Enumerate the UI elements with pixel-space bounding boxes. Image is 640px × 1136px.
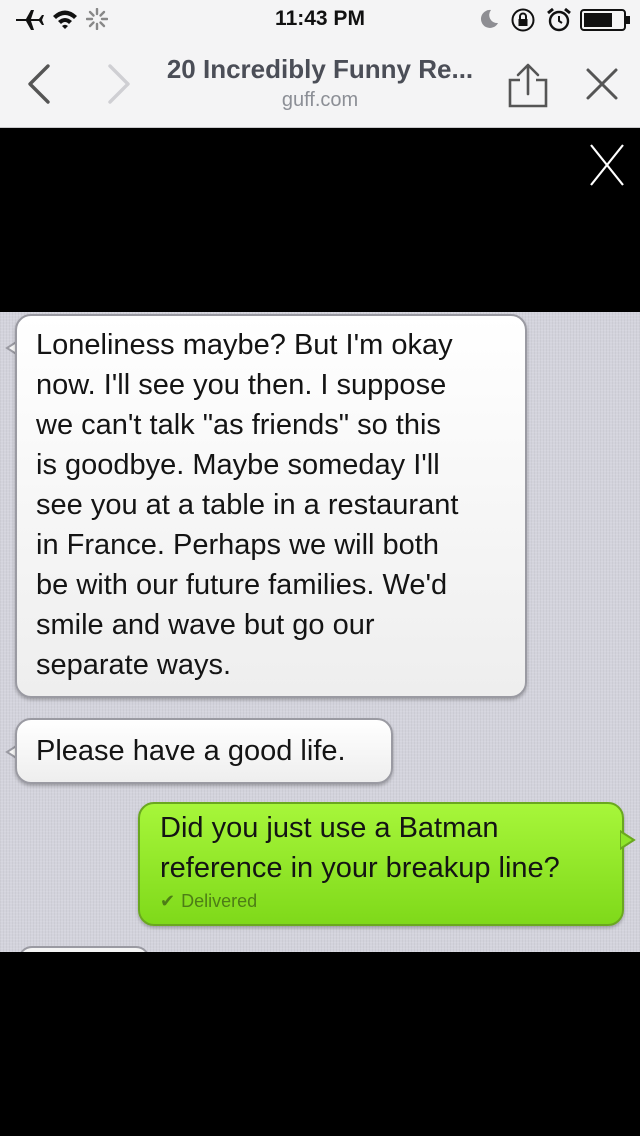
moon-icon [478,8,500,30]
message-bubble-incoming [15,718,393,784]
message-line: Loneliness maybe? But I'm okay [36,329,453,361]
chevron-left-icon[interactable] [22,62,58,106]
message-line: separate ways. [36,649,232,681]
message-line: Did you just use a Batman [160,812,499,844]
message-line: smile and wave but go our [36,609,375,641]
browser-toolbar [0,0,640,128]
bubble-tail [620,830,636,850]
message-line: now. I'll see you then. I suppose [36,369,447,401]
status-bar [0,0,640,40]
message-line: be with our future families. We'd [36,569,448,601]
message-bubble-incoming [15,314,527,698]
address-bar[interactable] [140,54,500,112]
chevron-right-icon[interactable] [100,62,136,106]
page-domain: guff.com [281,89,359,111]
share-icon[interactable] [506,62,550,108]
message-bubble-outgoing [138,802,624,926]
delivery-status-text: Delivered [181,891,258,911]
close-icon[interactable] [584,66,620,102]
page-title: 20 Incredibly Funny Re... [166,54,474,84]
orientation-lock-icon [510,7,536,33]
message-line: we can't talk "as friends" so this [36,409,441,441]
message-line: Please have a good life. [36,735,346,767]
message-bubble-partial [18,946,150,952]
message-line: reference in your breakup line? [160,852,560,884]
message-line: is goodbye. Maybe someday I'll [36,449,440,481]
conversation-screenshot [0,312,640,952]
delivery-status [160,890,606,912]
battery-icon [580,9,632,31]
message-line: see you at a table in a restaurant [36,489,459,521]
viewer-close-icon[interactable] [588,143,626,187]
checkmark-icon: ✔ [160,891,176,911]
alarm-icon [546,7,572,33]
status-time: 11:43 PM [275,7,365,30]
message-line: in France. Perhaps we will both [36,529,439,561]
